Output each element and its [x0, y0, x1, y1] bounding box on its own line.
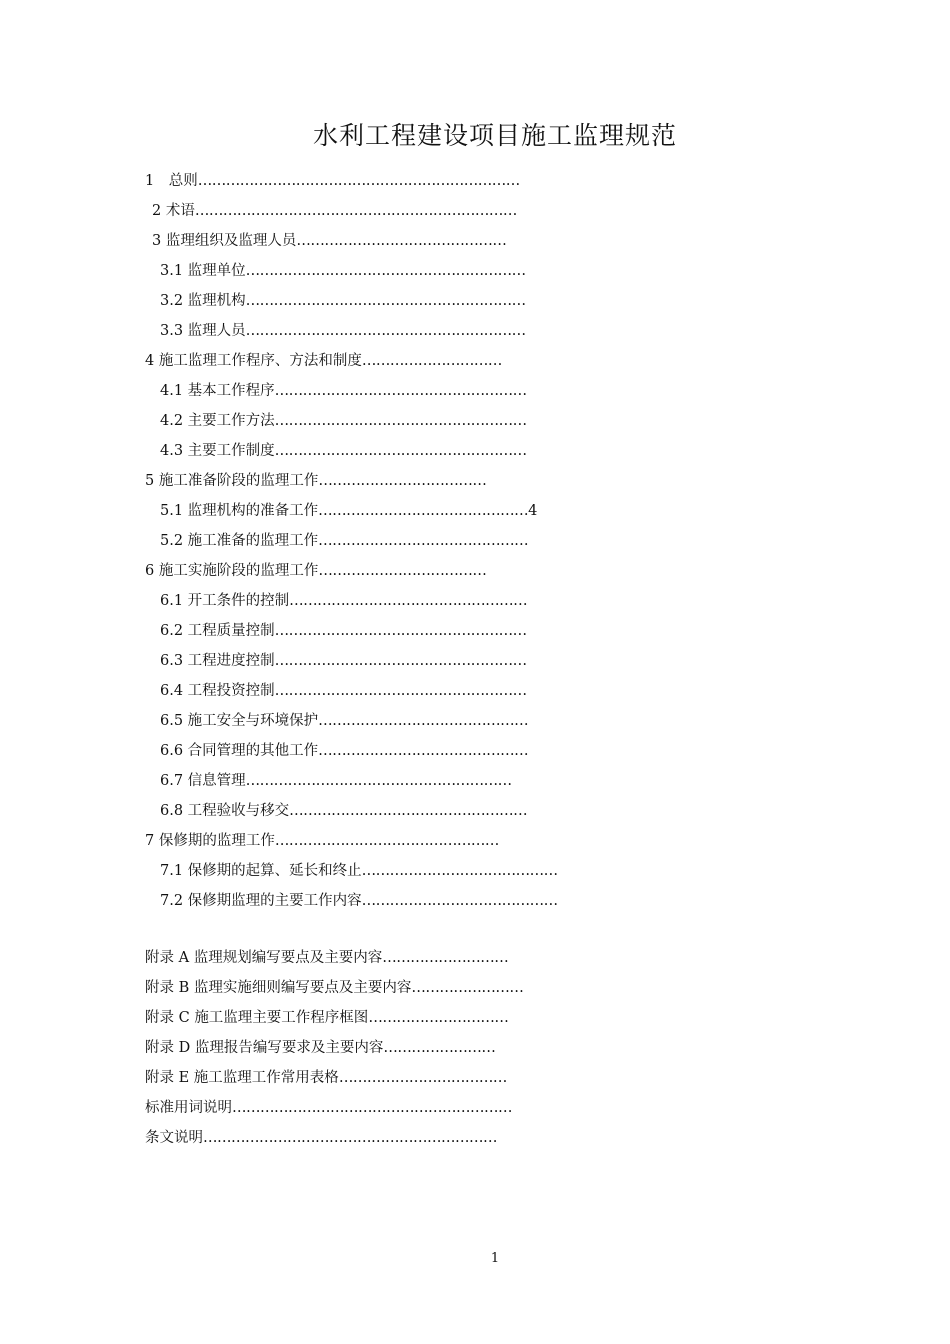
toc-entry-4-3: [160, 439, 527, 463]
toc-entry-label: 4.3 主要工作制度: [160, 443, 275, 459]
toc-dot-leader: ………………………………………………: [274, 413, 527, 429]
toc-entry-label: 6.3 工程进度控制: [160, 653, 275, 669]
toc-dot-leader: ……………………………………………………………: [197, 173, 520, 189]
toc-dot-leader: ……………………………………………: [289, 593, 528, 609]
toc-dot-leader: ………………………………: [318, 473, 487, 489]
toc-entry-label: 4.2 主要工作方法: [160, 413, 275, 429]
toc-dot-leader: ……………………: [411, 980, 524, 996]
toc-dot-leader: ………………………………………………: [274, 683, 527, 699]
toc-entry-appendix-c: [145, 1006, 508, 1030]
toc-entry-label: 6.6 合同管理的其他工作: [160, 743, 319, 759]
toc-entry-label: 附录 C 施工监理主要工作程序框图: [145, 1010, 369, 1026]
toc-dot-leader: ………………………………………………: [274, 383, 527, 399]
toc-page-number: 4: [528, 503, 538, 519]
toc-entry-clause-explanation: [145, 1126, 497, 1150]
toc-entry-6-7: [160, 769, 512, 793]
toc-entry-6-3: [160, 649, 527, 673]
toc-dot-leader: ……………………………………………………: [245, 263, 526, 279]
toc-entry-label: 附录 B 监理实施细则编写要点及主要内容: [145, 980, 412, 996]
toc-entry-label: 6.2 工程质量控制: [160, 623, 275, 639]
page-number: 1: [490, 1251, 500, 1266]
toc-entry-7-2: [160, 889, 558, 913]
toc-entry-5-1: [160, 499, 537, 523]
toc-entry-4: [145, 349, 502, 373]
toc-entry-label: 附录 A 监理规划编写要点及主要内容: [145, 950, 383, 966]
toc-dot-leader: ……………………………………………………: [245, 293, 526, 309]
toc-entry-label: 5.2 施工准备的监理工作: [160, 533, 319, 549]
toc-dot-leader: ………………………………………………: [274, 443, 527, 459]
toc-dot-leader: ………………………………………: [296, 233, 507, 249]
toc-entry-3-2: [160, 289, 526, 313]
toc-entry-label: 3.3 监理人员: [160, 323, 246, 339]
toc-entry-4-2: [160, 409, 527, 433]
toc-entry-3: [152, 229, 506, 253]
toc-entry-label: 标准用词说明: [145, 1100, 232, 1116]
toc-entry-1: [145, 169, 520, 193]
toc-entry-6-6: [160, 739, 528, 763]
toc-entry-label: 3 监理组织及监理人员: [152, 233, 297, 249]
toc-dot-leader: ……………………………………………………: [232, 1100, 512, 1116]
toc-entry-3-3: [160, 319, 526, 343]
toc-dot-leader: ……………………………………: [361, 863, 558, 879]
toc-entry-label: 条文说明: [145, 1130, 203, 1146]
toc-entry-label: 7.2 保修期监理的主要工作内容: [160, 893, 362, 909]
toc-dot-leader: …………………………………………: [274, 833, 499, 849]
toc-entry-appendix-d: [145, 1036, 495, 1060]
toc-dot-leader: ……………………………………………………………: [194, 203, 517, 219]
toc-dot-leader: ………………………………………: [318, 743, 529, 759]
toc-dot-leader: ………………………………………: [318, 713, 529, 729]
toc-entry-label: 4 施工监理工作程序、方法和制度: [145, 353, 362, 369]
toc-entry-label: 6.5 施工安全与环境保护: [160, 713, 319, 729]
toc-dot-leader: ………………………………………………: [274, 653, 527, 669]
toc-entry-7: [145, 829, 499, 853]
toc-dot-leader: ………………………: [382, 950, 509, 966]
toc-entry-label: 7.1 保修期的起算、延长和终止: [160, 863, 362, 879]
toc-entry-label: 2 术语: [152, 203, 195, 219]
toc-entry-label: 1 总则: [145, 173, 198, 189]
toc-entry-6-4: [160, 679, 527, 703]
toc-entry-7-1: [160, 859, 558, 883]
toc-dot-leader: …………………………: [361, 353, 502, 369]
toc-dot-leader: ……………………………………: [361, 893, 558, 909]
toc-entry-6-1: [160, 589, 527, 613]
toc-dot-leader: ……………………………………………: [289, 803, 528, 819]
toc-entry-label: 7 保修期的监理工作: [145, 833, 275, 849]
toc-entry-label: 附录 D 监理报告编写要求及主要内容: [145, 1040, 384, 1056]
toc-entry-6-5: [160, 709, 528, 733]
toc-entry-label: 4.1 基本工作程序: [160, 383, 275, 399]
toc-entry-6: [145, 559, 486, 583]
document-title: 水利工程建设项目施工监理规范: [312, 121, 677, 150]
toc-entry-label: 3.1 监理单位: [160, 263, 246, 279]
toc-dot-leader: ………………………………: [338, 1070, 507, 1086]
toc-entry-5-2: [160, 529, 528, 553]
toc-entry-label: 附录 E 施工监理工作常用表格: [145, 1070, 339, 1086]
toc-entry-6-8: [160, 799, 527, 823]
toc-dot-leader: ………………………………………: [318, 533, 529, 549]
toc-dot-leader: ………………………………………: [318, 503, 529, 519]
toc-entry-label: 6.8 工程验收与移交: [160, 803, 290, 819]
toc-dot-leader: ………………………………: [318, 563, 487, 579]
toc-entry-appendix-e: [145, 1066, 507, 1090]
toc-dot-leader: ……………………………………………………: [245, 323, 526, 339]
toc-dot-leader: …………………………………………………: [245, 773, 512, 789]
toc-entry-4-1: [160, 379, 527, 403]
toc-dot-leader: ………………………………………………………: [203, 1130, 497, 1146]
toc-dot-leader: ………………………………………………: [274, 623, 527, 639]
toc-entry-5: [145, 469, 486, 493]
toc-entry-2: [152, 199, 517, 223]
toc-entry-standard-terms: [145, 1096, 512, 1120]
toc-entry-label: 6.7 信息管理: [160, 773, 246, 789]
toc-entry-label: 6.1 开工条件的控制: [160, 593, 290, 609]
toc-entry-appendix-b: [145, 976, 523, 1000]
toc-entry-label: 6 施工实施阶段的监理工作: [145, 563, 319, 579]
toc-entry-label: 6.4 工程投资控制: [160, 683, 275, 699]
toc-entry-label: 5.1 监理机构的准备工作: [160, 503, 319, 519]
toc-entry-6-2: [160, 619, 527, 643]
toc-dot-leader: …………………………: [368, 1010, 509, 1026]
toc-entry-label: 5 施工准备阶段的监理工作: [145, 473, 319, 489]
toc-dot-leader: ……………………: [383, 1040, 496, 1056]
toc-entry-appendix-a: [145, 946, 508, 970]
toc-entry-3-1: [160, 259, 526, 283]
toc-entry-label: 3.2 监理机构: [160, 293, 246, 309]
